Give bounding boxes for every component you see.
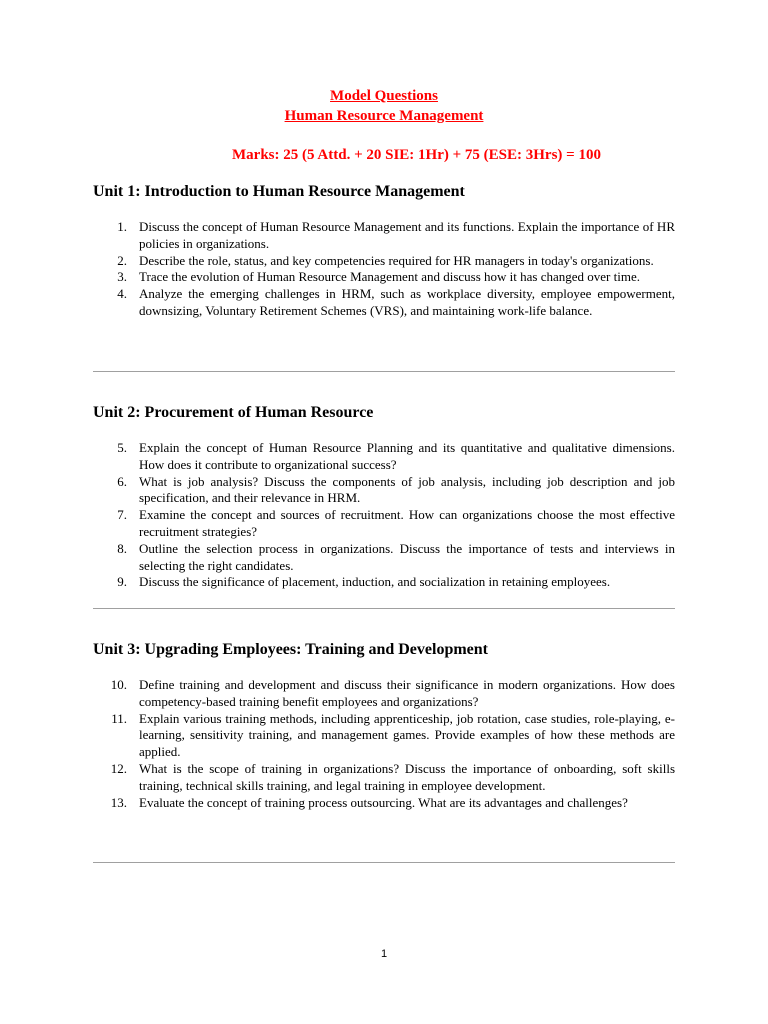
question-text: Examine the concept and sources of recruitment. How can organizations choose the most effective recruitment strategies? [139,507,675,539]
question-text: Define training and development and discuss their significance in modern organizations. How does competency-based training benefit employees and organizations? [139,677,675,709]
question-number: 4. [117,286,127,302]
question-text: What is job analysis? Discuss the components of job analysis, including job description and job specification, and their relevance in HRM. [139,473,675,506]
question-item [93,711,675,761]
unit-3-title: Unit 3: Upgrading Employees: Training and Development [93,641,488,658]
question-number: 3. [117,269,127,285]
question-item [93,761,675,795]
question-number: 8. [117,540,127,556]
question-item [93,507,675,541]
question-item [93,541,675,575]
question-text: Explain various training methods, including apprenticeship, job rotation, case studies, role-playing, e-learning, sensitivity training, and management games. Provide examples of how these methods are applied. [139,710,675,760]
question-item [93,574,675,591]
question-number: 9. [117,574,127,590]
question-number: 1. [117,219,127,234]
question-number: 12. [110,760,127,776]
question-item [93,253,675,270]
question-text: Discuss the concept of Human Resource Management and its functions. Explain the importance of HR policies in organizations. [139,219,675,251]
marks-distribution: Marks: 25 (5 Attd. + 20 SIE: 1Hr) + 75 (ESE: 3Hrs) = 100 [232,147,601,163]
unit-2-section [93,403,675,591]
section-divider [93,862,675,863]
question-number: 2. [117,252,127,268]
question-text: Analyze the emerging challenges in HRM, such as workplace diversity, employee empowerment, downsizing, Voluntary Retirement Schemes (VRS), and maintaining work-life balance. [139,286,675,318]
question-text: What is the scope of training in organizations? Discuss the importance of onboarding, soft skills training, technical skills training, and legal training in employee development. [139,760,675,793]
document-title: Model Questions [330,88,438,104]
question-item [93,269,675,286]
question-text: Trace the evolution of Human Resource Management and discuss how it has changed over time. [139,269,640,285]
unit-1-question-list [93,219,675,320]
unit-3-section [93,640,675,811]
page-number: 1 [380,948,388,960]
unit-2-question-list [93,440,675,591]
question-item [93,795,675,812]
unit-1-title: Unit 1: Introduction to Human Resource Management [93,183,465,200]
question-number: 11. [111,710,127,726]
document-subject: Human Resource Management [284,108,484,124]
question-text: Describe the role, status, and key competencies required for HR managers in today's organizations. [139,252,654,268]
question-text: Evaluate the concept of training process outsourcing. What are its advantages and challenges? [139,794,628,810]
question-text: Outline the selection process in organizations. Discuss the importance of tests and interviews in selecting the right candidates. [139,540,675,573]
question-number: 10. [110,677,127,692]
unit-2-title: Unit 2: Procurement of Human Resource [93,404,374,421]
section-divider [93,371,675,372]
question-item [93,286,675,320]
question-number: 6. [117,473,127,489]
question-number: 7. [117,507,127,523]
question-item [93,474,675,508]
question-item [93,677,675,711]
question-number: 13. [110,794,127,810]
unit-1-section [93,182,675,320]
question-item [93,440,675,474]
question-text: Explain the concept of Human Resource Planning and its quantitative and qualitative dimensions. How does it contribute to organizational success? [139,440,675,472]
question-item [93,219,675,253]
question-number: 5. [117,440,127,455]
question-text: Discuss the significance of placement, induction, and socialization in retaining employees. [139,574,611,590]
unit-3-question-list [93,677,675,811]
section-divider [93,608,675,609]
